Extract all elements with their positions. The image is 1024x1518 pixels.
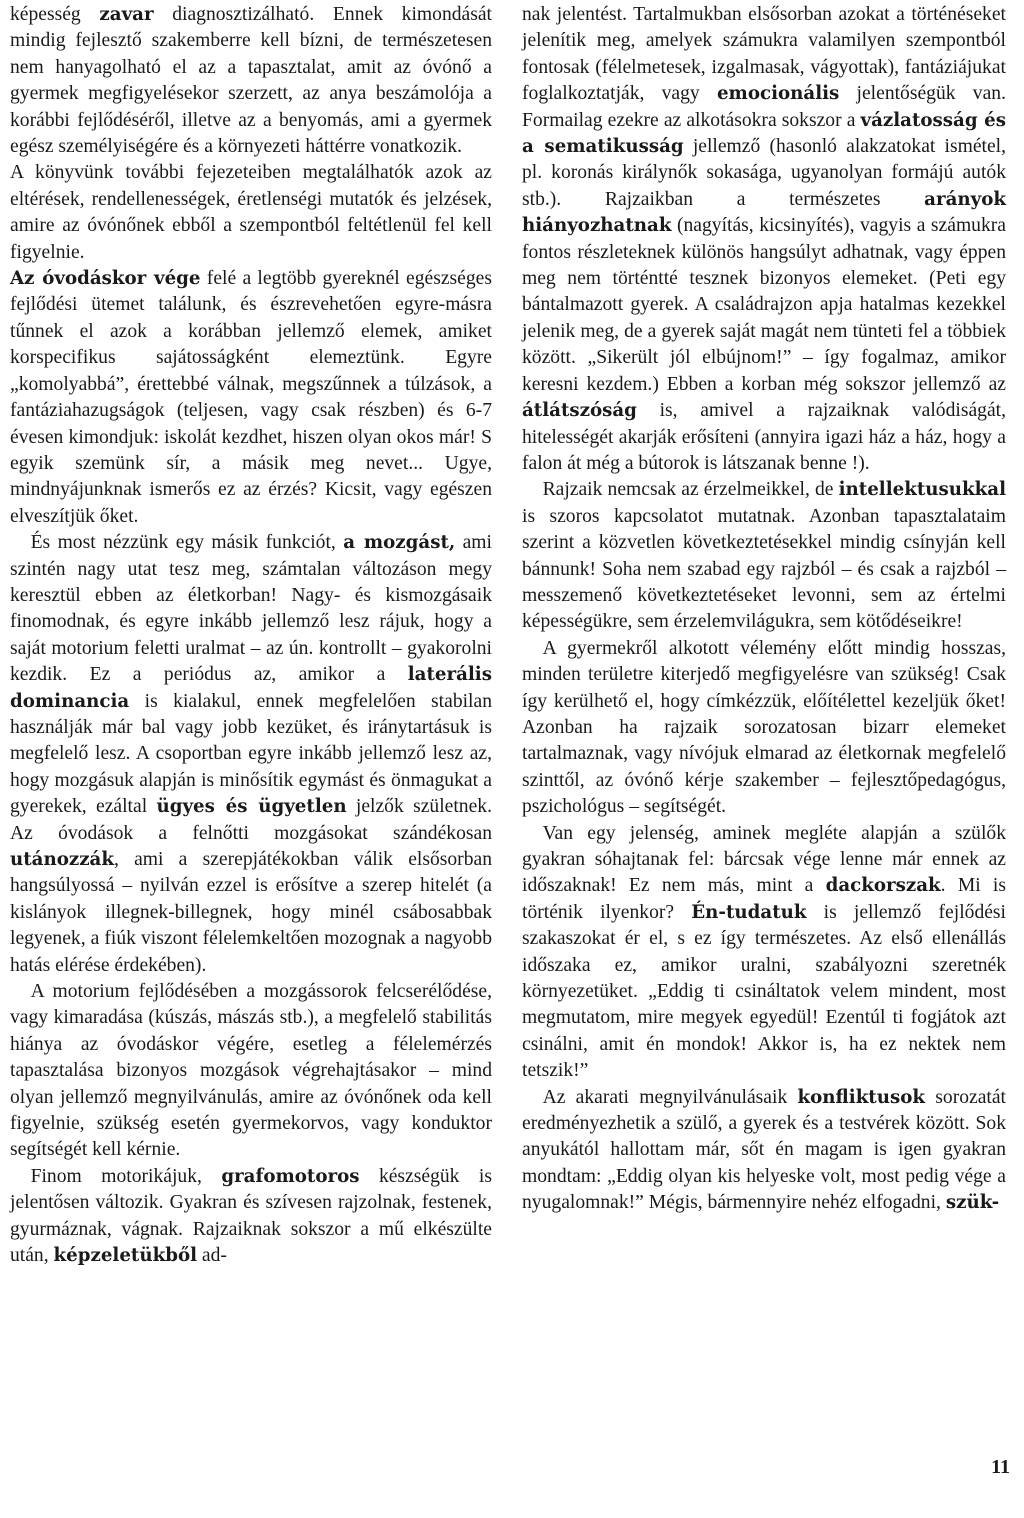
paragraph xyxy=(522,821,1006,1085)
bold-term: dackorszak xyxy=(825,875,941,897)
text-run: (nagyítás, kicsinyítés), vagyis a számukra fontos részleteknek különös hangsúlyt adhatnak, vagy éppen meg nem történtté tesznek bizonyos elemeket. (Peti egy bántalmazott gyerek. A családrajzon apja hatalmas kezekkel jelenik meg, de a gyerek saját magát nem tünteti fel a többiek között. „Sikerült jól elbújnom!” – így fogalmaz, amikor keresni kezdem.) Ebben a korban még sokszor jellemző az xyxy=(522,215,1006,395)
paragraph xyxy=(522,2,1006,477)
bold-term: Én-tudatuk xyxy=(691,901,807,923)
text-run: Finom motorikájuk, xyxy=(30,1165,222,1187)
text-run: diagnosztizálható. Ennek kimondását mindig fejlesztő szakemberre kell bízni, de természetesen nem hanyagolható el az a tapasztalat, amit az óvónő a gyermek megfigyelésekor szerzett, az anya beszámolója a korábbi fejlődéséről, illetve az a benyomás, ami a gyermek egész személyiségére és a környezeti háttérre vonatkozik. xyxy=(10,4,492,158)
text-run: nak jelentést. Tartalmukban elsősorban azokat a történéseket jelenítik meg, amelyek számukra valamilyen szempontból fontosak (félelmetesek, izgalmasak, vágyottak), fantáziájukat foglalkoztatják, vagy xyxy=(522,4,1006,105)
bold-term: képzeletükből xyxy=(53,1245,198,1267)
bold-term: a mozgást, xyxy=(343,532,456,554)
bold-term: emocionális xyxy=(716,83,840,105)
paragraph xyxy=(522,477,1006,635)
text-run: ad- xyxy=(197,1245,227,1267)
bold-term: Az óvodáskor vége xyxy=(10,268,201,290)
text-run: És most nézzünk egy másik funkciót, xyxy=(30,532,344,554)
text-run: Van egy jelenség, aminek megléte alapján a szülők gyakran sóhajtanak fel: bárcsak vége lenne már ennek az időszaknak! Ez nem más, mint a xyxy=(522,822,1006,897)
bold-term: grafomotoros xyxy=(221,1165,360,1187)
left-column xyxy=(10,2,492,1270)
paragraph xyxy=(522,1085,1006,1217)
paragraph xyxy=(522,636,1006,821)
bold-term: zavar xyxy=(99,4,154,25)
text-run: Rajzaik nemcsak az érzelmeikkel, de xyxy=(542,479,839,501)
paragraph xyxy=(10,979,492,1164)
paragraph xyxy=(10,266,492,530)
text-run: Az akarati megnyilvánulásaik xyxy=(542,1086,798,1108)
text-run: jellemző (hasonló alakzatokat ismétel, pl. koronás királynők sokasága, ugyanolyan formájú autók stb.). Rajzaikban a természetes xyxy=(522,136,1007,210)
bold-term: arányok hiányozhatnak xyxy=(522,188,1006,237)
bold-term: utánozzák xyxy=(10,849,114,870)
text-run: felé a legtöbb gyereknél egészséges fejlődési ütemet találunk, és észrevehetően egyre-másra tűnnek el azok a korábban jellemző elemek, amiket korspecifikus sajátosságként elemeztünk. Egyre „komolyabbá”, érettebbé válnak, megszűnnek a túlzások, a fantáziahazugságok (teljesen, vagy csak részben) és 6-7 évesen kimondjuk: iskolát kezdhet, hiszen olyan okos már! S egyik szemünk sír, a másik meg nevet... Ugye, mindnyájunknak ismerős ez az érzés? Kicsit, vagy egészen elveszítjük őket. xyxy=(10,268,492,527)
bold-term: átlátszóság xyxy=(522,400,637,422)
text-run: A könyvünk további fejezeteiben megtalálhatók azok az eltérések, rendellenességek, éretlenségi mutatók és jelzések, amire az óvónőnek ebből a szempontból feltétlenül fel kell figyelnie. xyxy=(10,162,492,263)
text-run: , ami a szerepjátékokban válik elsősorban hangsúlyossá – nyilván ezzel is erősítve a szerep hitelét (a kislányok illegnek-billegnek, hogy minél csábosabbak legyenek, a fiúk viszont félelemkeltően mozognak a nagyobb hatás elérése érdekében). xyxy=(10,849,492,976)
text-run: A motorium fejlődésében a mozgássorok felcserélődése, vagy kimaradása (kúszás, mászás stb.), a megfelelő stabilitás hiánya az óvodáskor végére, esetleg a félelemérzés tapasztalása bizonyos mozgások végrehajtásakor – mind olyan jellemző megnyilvánulás, amire az óvónőnek oda kell figyelnie, szükség esetén gyermekorvos, vagy konduktor segítségét kell kérnie. xyxy=(10,981,492,1161)
text-run: A gyermekről alkotott vélemény előtt mindig hosszas, minden területre kiterjedő megfigyelésre van szükség! Csak így kerülhető el, hogy címkézzük, előítélettel kezeljük őket! Azonban ha rajzaik sorozatosan bizarr elemeket tartalmaznak, vagy nívójuk elmarad az életkornak megfelelő szinttől, az óvónő kérje szakember – fejlesztőpedagógus, pszichológus – segítségét. xyxy=(522,637,1006,818)
bold-term: vázlatosság és a sematikusság xyxy=(522,109,1006,158)
paragraph xyxy=(10,2,492,160)
text-run: képesség xyxy=(10,4,100,25)
bold-term: szük- xyxy=(945,1192,1000,1214)
paragraph xyxy=(10,530,492,979)
text-run: sorozatát eredményezhetik a szülő, a gyerek és a testvérek között. Sok anyukától hallottam már, sőt én magam is igen gyakran mondtam: „Eddig olyan kis helyeske volt, most pedig vége a nyugalomnak!” Mégis, bármennyire nehéz elfogadni, xyxy=(522,1086,1006,1214)
right-column xyxy=(522,2,1006,1217)
text-run: ami szintén nagy utat tesz meg, számtalan változáson megy keresztül ebben az életkorban! Nagy- és kismozgásaik finomodnak, és egyre inkább jellemző lesz rájuk, hogy a saját motorium feletti uralmat – az ún. kontrollt – gyakorolni kezdik. Ez a periódus az, amikor a xyxy=(10,532,492,686)
bold-term: intellektusukkal xyxy=(838,479,1006,501)
text-run: jelentőségük van. Formailag ezekre az alkotásokra sokszor a xyxy=(522,83,1006,131)
bold-term: konfliktusok xyxy=(797,1086,926,1108)
bold-term: ügyes és ügyetlen xyxy=(156,796,347,818)
text-run: jelzők születnek. Az óvodások a felnőtti mozgásokat szándékosan xyxy=(10,796,492,844)
paragraph xyxy=(10,1164,492,1270)
text-run: is, amivel a rajzaiknak valódiságát, hitelességét akarják erősíteni (annyira igazi ház a ház, hogy a falon át még a bútorok is látszanak benne !). xyxy=(522,400,1006,474)
text-run: . Mi is történik ilyenkor? xyxy=(522,875,1006,923)
text-run: készségük is jelentősen változik. Gyakran és szívesen rajzolnak, festenek, gyurmáznak, vágnak. Rajzaiknak sokszor a mű elkészülte után, xyxy=(10,1165,492,1267)
bold-term: laterális dominancia xyxy=(10,664,492,712)
text-run: is szoros kapcsolatot mutatnak. Azonban tapasztalataim szerint a közvetlen következtetésekkel mindig csínyján kell bánnunk! Soha nem szabad egy rajzból – és csak a rajzból – messzemenő következtetéseket levonni, sem az értelmi képességükre, sem érzelemvilágukra, sem kötődéseikre! xyxy=(522,505,1006,633)
paragraph xyxy=(10,160,492,266)
text-run: is jellemző fejlődési szakaszokat ér el, s ez így természetes. Az első ellenállás időszaka ez, amikor uralni, szabályozni szeretnék környezetüket. „Eddig ti csináltatok velem mindent, most megmutatom, mire megyek egyedül! Ezentúl ti fogjátok azt csinálni, amit én mondok! Akkor is, ha ez nektek nem tetszik!” xyxy=(522,901,1007,1082)
page-number: 11 xyxy=(991,1456,1010,1478)
text-run: is kialakul, ennek megfelelően stabilan használják már bal vagy jobb kezüket, és iránytartásuk is megfelelő lesz. A csoportban egyre inkább jellemző lesz az, hogy mozgásuk alapján is minősítik egymást és önmagukat a gyerekek, ezáltal xyxy=(10,690,492,818)
